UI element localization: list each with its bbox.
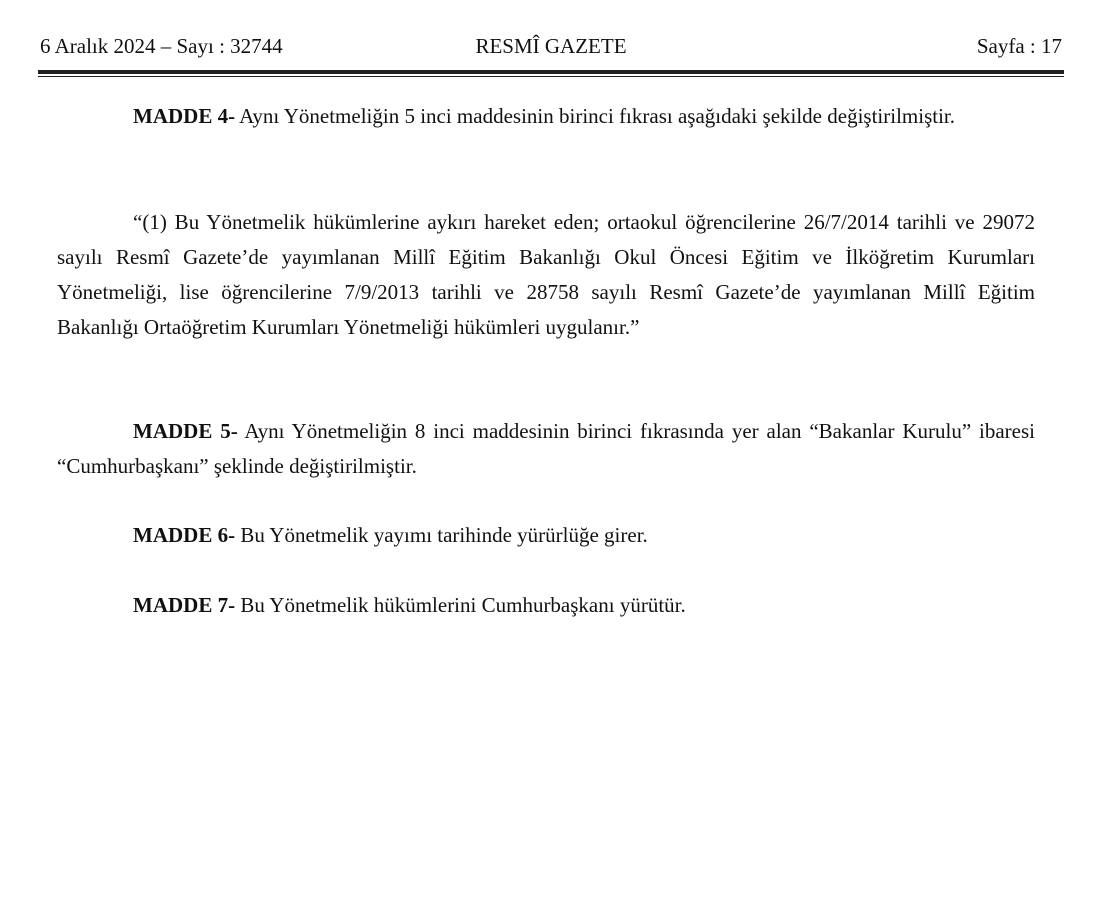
page-number: Sayfa : 17 [976, 34, 1062, 58]
article-4-amended-text [57, 205, 1035, 345]
article-label: MADDE 5- [133, 419, 238, 443]
article-7 [57, 588, 1035, 623]
gazette-title: RESMÎ GAZETE [475, 34, 627, 58]
quoted-paragraph: “(1) Bu Yönetmelik hükümlerine aykırı hareket eden; ortaokul öğrencilerine 26/7/2014 tarihli ve 29072 sayılı Resmî Gazete’de yayımlanan Millî Eğitim Bakanlığı Okul Öncesi Eğitim ve İlköğretim Kurumları Yönetmeliği, lise öğrencilerine 7/9/2013 tarihli ve 28758 sayılı Resmî Gazete’de yayımlanan Millî Eğitim Bakanlığı Ortaöğretim Kurumları Yönetmeliği hükümleri uygulanır.” [57, 210, 1035, 339]
header-rule-thin [38, 76, 1064, 77]
article-label: MADDE 7- [133, 593, 236, 617]
article-text: Aynı Yönetmeliğin 8 inci maddesinin birinci fıkrasında yer alan “Bakanlar Kurulu” ibaresi “Cumhurbaşkanı” şeklinde değiştirilmiştir. [57, 419, 1035, 478]
article-label: MADDE 4- [133, 104, 236, 128]
article-5 [57, 414, 1035, 484]
header-rule-thick [38, 70, 1064, 74]
page-header [40, 34, 1062, 64]
article-text: Bu Yönetmelik yayımı tarihinde yürürlüğe girer. [235, 523, 648, 547]
article-label: MADDE 6- [133, 523, 236, 547]
issue-date-number: 6 Aralık 2024 – Sayı : 32744 [40, 34, 283, 58]
article-text: Aynı Yönetmeliğin 5 inci maddesinin birinci fıkrası aşağıdaki şekilde değiştirilmiştir. [235, 104, 956, 128]
article-4 [57, 99, 1035, 134]
article-text: Bu Yönetmelik hükümlerini Cumhurbaşkanı yürütür. [235, 593, 686, 617]
article-6 [57, 518, 1035, 553]
